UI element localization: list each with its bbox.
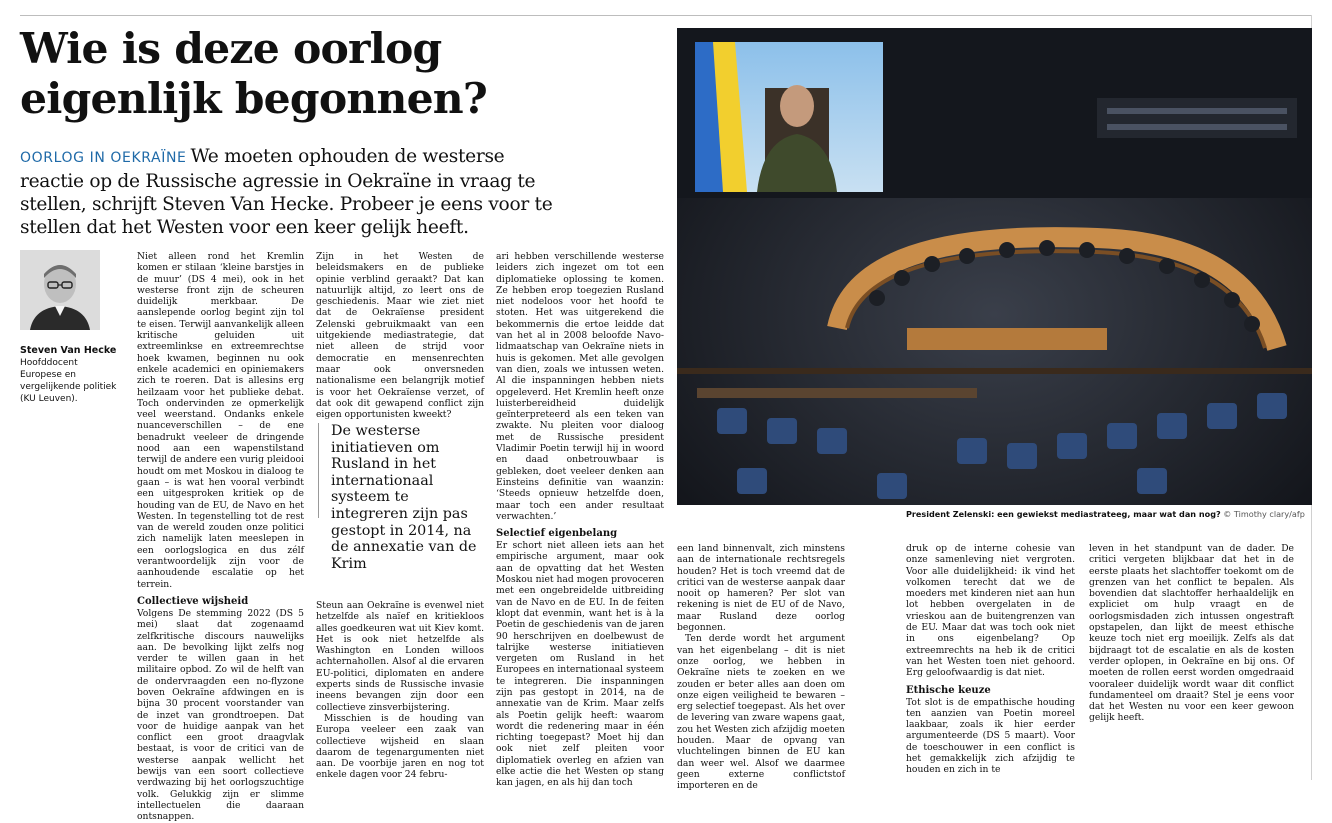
paragraph: leven in het standpunt van de dader. De critici vergeten blijkbaar dat het in de eerste plaats het slachtoffer toekomt om de grenzen van het conflict te bepalen. Als bovendien dat slachtoffer herhaaldelijk en expliciet om hulp vraagt en de oorlogsmisdaden zich intussen ongestraft opstapelen, dan lijkt de meest ethische keuze toch niet erg moeilijk. Zelfs als dat bijdraagt tot de escalatie en als de kosten verder oplopen, in Oekraïne en bij ons. Of moeten de rollen eerst worden omgedraaid vooraleer duidelijk wordt waar dit conflict fundamenteel om draait? Stel je eens voor dat het Westen nu voor een keer gewoon gelijk heeft. xyxy=(1089,543,1294,724)
top-rule xyxy=(20,15,1312,16)
photo-security-council xyxy=(677,28,1312,505)
photo-credit: © Timothy clary/afp xyxy=(1223,509,1305,519)
article-column-5 xyxy=(906,543,1075,776)
subhead: Ethische keuze xyxy=(906,684,991,696)
paragraph: Misschien is de houding van Europa veeleer een zaak van collectieve wijsheid en slaan daarom de tegenargumenten niet aan. De voorbije jaren en nog tot enkele dagen voor 24 febru- xyxy=(316,712,484,781)
intro xyxy=(20,145,560,239)
headline: Wie is deze oorlog eigenlijk begonnen? xyxy=(20,24,488,124)
author-box xyxy=(20,250,120,405)
paragraph: Zijn in het Westen de beleidsmakers en de publieke opinie verblind geraakt? Dat kan natuurlijk altijd, zo leert ons de geschiedenis. Maar wie ziet niet dat de Oekraïense president Zelenski gebruikmaakt van een uitgekiende mediastrategie, dat niet alleen de strijd voor democratie en mensenrechten maar ook onversneden nationalisme een belangrijk motief is voor het Oekraïense verzet, of dat ook dit gewapend conflict zijn eigen opportunisten kweekt? xyxy=(316,251,484,421)
paragraph: een land binnenvalt, zich minstens aan de internationale rechtsregels houden? Het is toch vreemd dat de critici van de westerse aanpak daar nooit op hameren? Per slot van rekening is niet de EU of de Navo, maar Rusland deze oorlog begonnen. xyxy=(677,543,845,634)
subhead: Collectieve wijsheid xyxy=(137,595,249,607)
subhead: Selectief eigenbelang xyxy=(496,528,618,540)
paragraph: Er schort niet alleen iets aan het empirische argument, maar ook aan de opvatting dat het Westen Moskou niet had mogen provoceren met een ongebreidelde uitbreiding van de Navo en de EU. In de feiten klopt dat evenmin, want het is à la Poetin de geschiedenis van de jaren 90 herschrijven en doelbewust de talrijke westerse initiatieven vergeten om Rusland in het Europees en internationaal systeem te integreren. Die inspanningen zijn pas gestopt in 2014, na de annexatie van de Krim. Maar zelfs als Poetin gelijk heeft: waarom wordt die redenering maar in één richting toegepast? Moet hij dan ook niet zelf pleiten voor diplomatiek overleg en afzien van elke actie die het Westen op stang kan jagen, en als hij dan toch xyxy=(496,540,664,789)
article-column-2-bottom xyxy=(316,600,484,781)
kicker-label[interactable]: OORLOG IN OEKRAÏNE xyxy=(20,150,187,166)
paragraph: Ten derde wordt het argument van het eigenbelang – dit is niet onze oorlog, we hebben in Oekraïne niets te zoeken en we zouden er beter alles aan doen om onze eigen veiligheid te bewaren – erg selectief toegepast. Als het over de levering van zware wapens gaat, zou het Westen zich afzijdig moeten houden. Maar de opvang van vluchtelingen binnen de EU kan dan weer wel. Alsof we daarmee geen externe conflictstof importeren en de xyxy=(677,633,846,792)
paragraph: Volgens De stemming 2022 (DS 5 mei) slaat dat zogenaamd zelfkritische discours nauwelijks aan. De bevolking lijkt zelfs nog verder te willen gaan in het militaire opbod. Zo wil de helft van de ondervraagden een no-flyzone boven Oekraïne afdwingen en is bijna 30 procent voorstander van de inzet van grondtroepen. Dat voor de huidige aanpak van het conflict een groot draagvlak bestaat, is voor de critici van de westerse aanpak wellicht het bewijs van een soort collectieve verdwazing bij het oorlogszuchtige volk. Gelukkig zijn er slimme intellectuelen die daaraan ontsnappen. xyxy=(137,607,304,823)
paragraph: ari hebben verschillende westerse leiders zich ingezet om tot een diplomatieke oplossing te komen. Ze hebben erop toegezien Rusland niet nodeloos voor het hoofd te stoten. Het was uitgerekend die bekommernis die ertoe leidde dat van het al in 2008 beloofde Navo-lidmaatschap van Oekraïne niets in huis is gekomen. Met alle gevolgen van dien, zoals we intussen weten. Al die inspanningen hebben niets opgeleverd. Het Kremlin heeft onze luisterbereidheid duidelijk geïnterpreteerd als een teken van zwakte. Nu pleiten voor dialoog met de Russische president Vladimir Poetin terwijl hij in woord en daad onbetrouwbaar is gebleken, doet veeleer denken aan Einsteins definitie van waanzin: ‘Steeds opnieuw hetzelfde doen, maar toch een ander resultaat verwachten.’ xyxy=(496,251,664,522)
author-portrait xyxy=(20,250,100,330)
photo-illustration xyxy=(677,28,1312,505)
pull-quote: De westerse initiatieven om Rusland in het internationaal systeem te integreren zijn pas gestopt in 2014, na de annexatie van de Krim xyxy=(318,423,486,518)
paragraph: druk op de interne cohesie van onze samenleving niet vergroten. Voor alle duidelijkheid: ik vind het volkomen terecht dat we de moeders met kinderen niet aan hun lot hebben overgelaten in de vrieskou aan de buitengrenzen van de EU. Maar dat was toch ook niet in ons eigenbelang? Op extreemrechts na heb ik de critici van het Westen toen niet gehoord. Erg geloofwaardig is dat niet. xyxy=(906,543,1075,679)
author-role: Hoofddocent Europese en vergelijkende politiek (KU Leuven). xyxy=(20,358,117,404)
article-column-4 xyxy=(677,543,846,792)
article-column-2-top xyxy=(316,251,484,421)
article-column-1 xyxy=(137,251,304,823)
paragraph: Niet alleen rond het Kremlin komen er stilaan ‘kleine barstjes in de muur’ (DS 4 mei), ook in het westerse front zijn de scheuren duidelijk merkbaar. De aanslepende oorlog begint zijn tol te eisen. Terwijl aanvankelijk alleen kritische geluiden uit extreemlinkse en extreemrechtse hoek kwamen, beginnen nu ook enkele academici en opiniemakers zich te roeren. Dat is allesins erg heilzaam voor het publieke debat. Toch ondervinden ze opmerkelijk veel weerstand. Ondanks enkele nuanceverschillen – de ene benadrukt veeleer de dringende nood aan een wapenstilstand terwijl de andere een vurig pleidooi houdt om met Moskou in dialoog te gaan – is wat hen vooral verbindt een uitgesproken kritiek op de houding van de EU, de Navo en het Westen. In tegenstelling tot de rest van de wereld zouden onze politici zich namelijk laten meeslepen in een oorlogslogica en dus zélf verantwoordelijk zijn voor de aanhoudende escalatie op het terrein. xyxy=(137,251,304,590)
caption-text: President Zelenski: een gewiekst mediastrateeg, maar wat dan nog? xyxy=(906,509,1221,519)
photo-caption xyxy=(906,509,1312,520)
article-column-3 xyxy=(496,251,664,789)
paragraph: Tot slot is de empathische houding ten aanzien van Poetin moreel laakbaar, zoals ik hier eerder argumenteerde (DS 5 maart). Voor de toeschouwer in een conflict is het gemakkelijk zich afzijdig te houden en zich in te xyxy=(906,696,1075,776)
intro-text: We moeten ophouden de westerse reactie op de Russische agressie in Oekraïne in vraag te stellen, schrijft Steven Van Hecke. Probeer je eens voor te stellen dat het Westen voor een keer gelijk heeft. xyxy=(20,146,553,238)
author-name: Steven Van Hecke xyxy=(20,345,117,356)
article-column-6 xyxy=(1089,543,1294,766)
paragraph: Steun aan Oekraïne is evenwel niet hetzelfde als naïef en kritiekloos alles goedkeuren wat uit Kiev komt. Het is ook niet hetzelfde als Washington en Londen willoos achternahollen. Alsof al die ervaren EU-politici, diplomaten en andere experts sinds de Russische invasie ineens bevangen zijn door een collectieve zinsverbijstering. xyxy=(316,600,484,713)
